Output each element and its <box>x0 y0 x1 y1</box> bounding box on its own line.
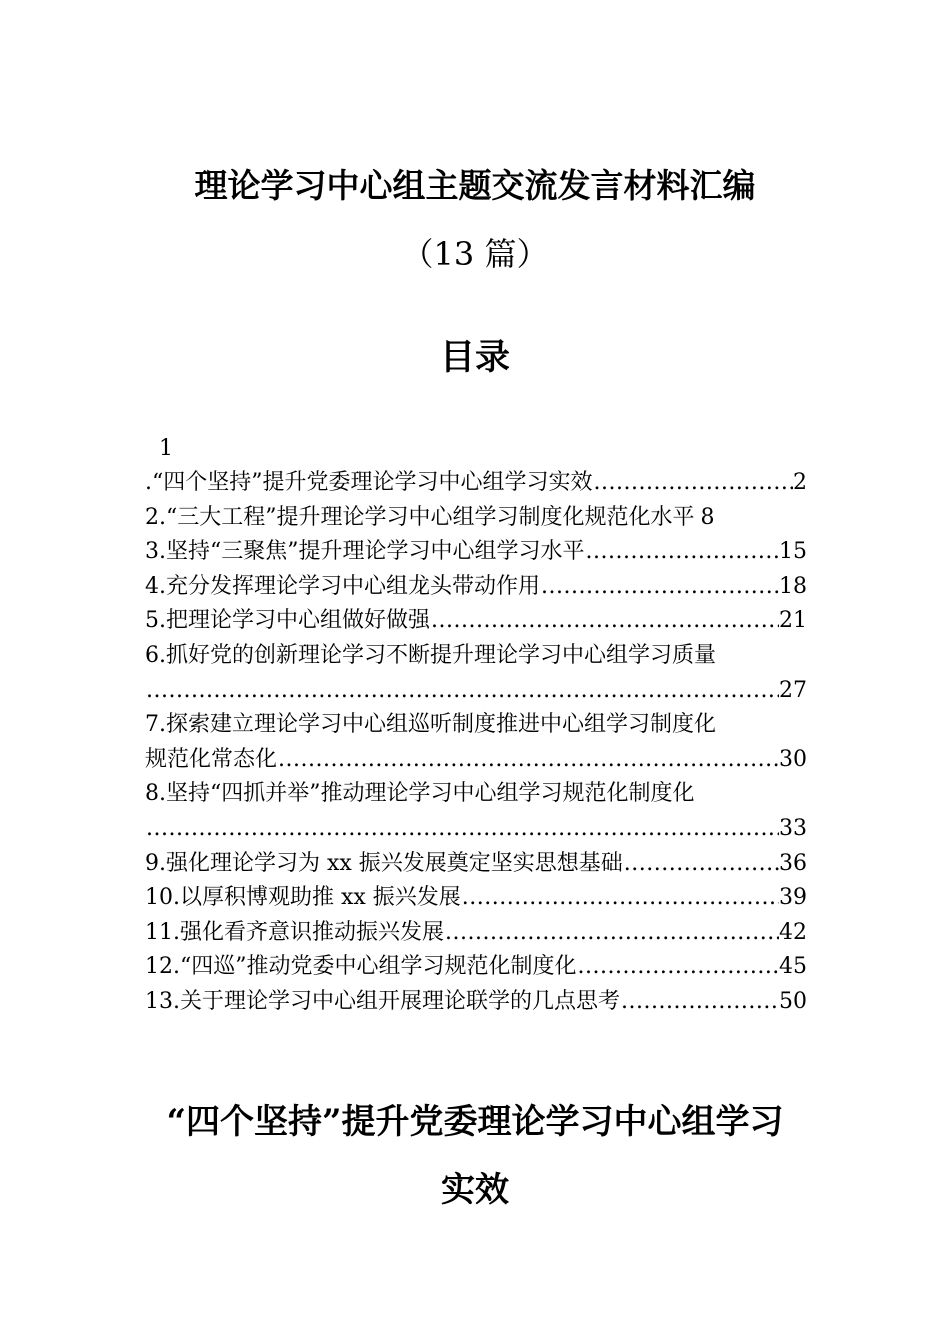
toc-entry-text: 13.关于理论学习中心组开展理论联学的几点思考 <box>145 988 620 1014</box>
toc-entry-page: 39 <box>779 885 807 911</box>
toc-heading: 目录 <box>439 337 510 378</box>
toc-leader <box>278 743 779 778</box>
document-subtitle: （13 篇） <box>401 235 549 273</box>
toc-entry-text: 规范化常态化 <box>145 746 278 772</box>
toc-leader <box>445 916 779 951</box>
toc-entry-text: 5.把理论学习中心组做好做强 <box>145 608 430 634</box>
toc-entry-text: 11.强化看齐意识推动振兴发展 <box>145 919 444 945</box>
toc-entry-text: .“四个坚持”提升党委理论学习中心组学习实效 <box>145 470 593 495</box>
toc-entry-7-continued[interactable] <box>145 743 807 778</box>
toc-entry-page: 42 <box>779 919 807 945</box>
document-title: 理论学习中心组主题交流发言材料汇编 <box>194 166 756 205</box>
toc-leader <box>577 950 779 985</box>
toc-entry-text: 3.坚持“三聚焦”提升理论学习中心组学习水平 <box>145 539 585 565</box>
toc-entry-page: 45 <box>779 954 807 980</box>
toc-entry-6-continued[interactable] <box>145 674 807 709</box>
toc-entry-6[interactable] <box>145 639 807 674</box>
toc-entry-page: 2 <box>793 470 807 495</box>
toc-entry-9[interactable] <box>145 847 807 882</box>
toc-entry-8[interactable] <box>145 777 807 812</box>
toc-leader <box>146 812 779 847</box>
toc-entry-2[interactable] <box>145 501 807 536</box>
toc-leader <box>146 674 779 709</box>
toc-entry-page: 18 <box>779 573 807 599</box>
toc-leader <box>586 535 780 570</box>
toc-entry-13[interactable] <box>145 985 807 1020</box>
toc-entry-7[interactable] <box>145 708 807 743</box>
toc-lead-number: 1 <box>159 436 173 461</box>
toc-entry-page: 33 <box>779 815 807 841</box>
toc-leader <box>624 847 779 882</box>
section-title-continued: 实效 <box>441 1170 509 1210</box>
toc-entry-11[interactable] <box>145 916 807 951</box>
toc-leader <box>594 466 794 501</box>
toc-leader <box>431 604 779 639</box>
toc-entry-text: 4.充分发挥理论学习中心组龙头带动作用 <box>145 573 540 599</box>
toc-entry-page: 36 <box>779 850 807 876</box>
toc-entry-text: 7.探索建立理论学习中心组巡听制度推进中心组学习制度化 <box>145 712 716 738</box>
toc-entry-page: 8 <box>700 504 715 530</box>
toc-entry-text: 10.以厚积博观助推 xx 振兴发展 <box>145 885 461 911</box>
toc-entry-page: 21 <box>779 608 807 634</box>
toc-entry-page: 27 <box>779 677 807 703</box>
toc-leader <box>621 985 779 1020</box>
toc-entry-12[interactable] <box>145 950 807 985</box>
toc-entry-page: 50 <box>779 988 807 1014</box>
toc-leader <box>462 881 779 916</box>
section-title: “四个坚持”提升党委理论学习中心组学习 <box>166 1102 784 1142</box>
toc-entry-page: 30 <box>779 746 807 772</box>
toc-entry-5[interactable] <box>145 604 807 639</box>
toc-entry-text: 8.坚持“四抓并举”推动理论学习中心组学习规范化制度化 <box>145 781 695 807</box>
toc-entry-3[interactable] <box>145 535 807 570</box>
toc-entry-8-continued[interactable] <box>145 812 807 847</box>
toc-entry-page: 15 <box>779 539 807 565</box>
toc-entry-text: 12.“四巡”推动党委中心组学习规范化制度化 <box>145 954 577 980</box>
table-of-contents <box>145 432 807 1020</box>
toc-entry-text: 2.“三大工程”提升理论学习中心组学习制度化规范化水平 <box>145 504 695 530</box>
toc-entry-1[interactable] <box>145 466 807 501</box>
toc-entry-4[interactable] <box>145 570 807 605</box>
toc-entry-text: 6.抓好党的创新理论学习不断提升理论学习中心组学习质量 <box>145 642 716 668</box>
toc-entry-text: 9.强化理论学习为 xx 振兴发展奠定坚实思想基础 <box>145 850 623 876</box>
toc-leader <box>541 570 779 605</box>
toc-entry-10[interactable] <box>145 881 807 916</box>
